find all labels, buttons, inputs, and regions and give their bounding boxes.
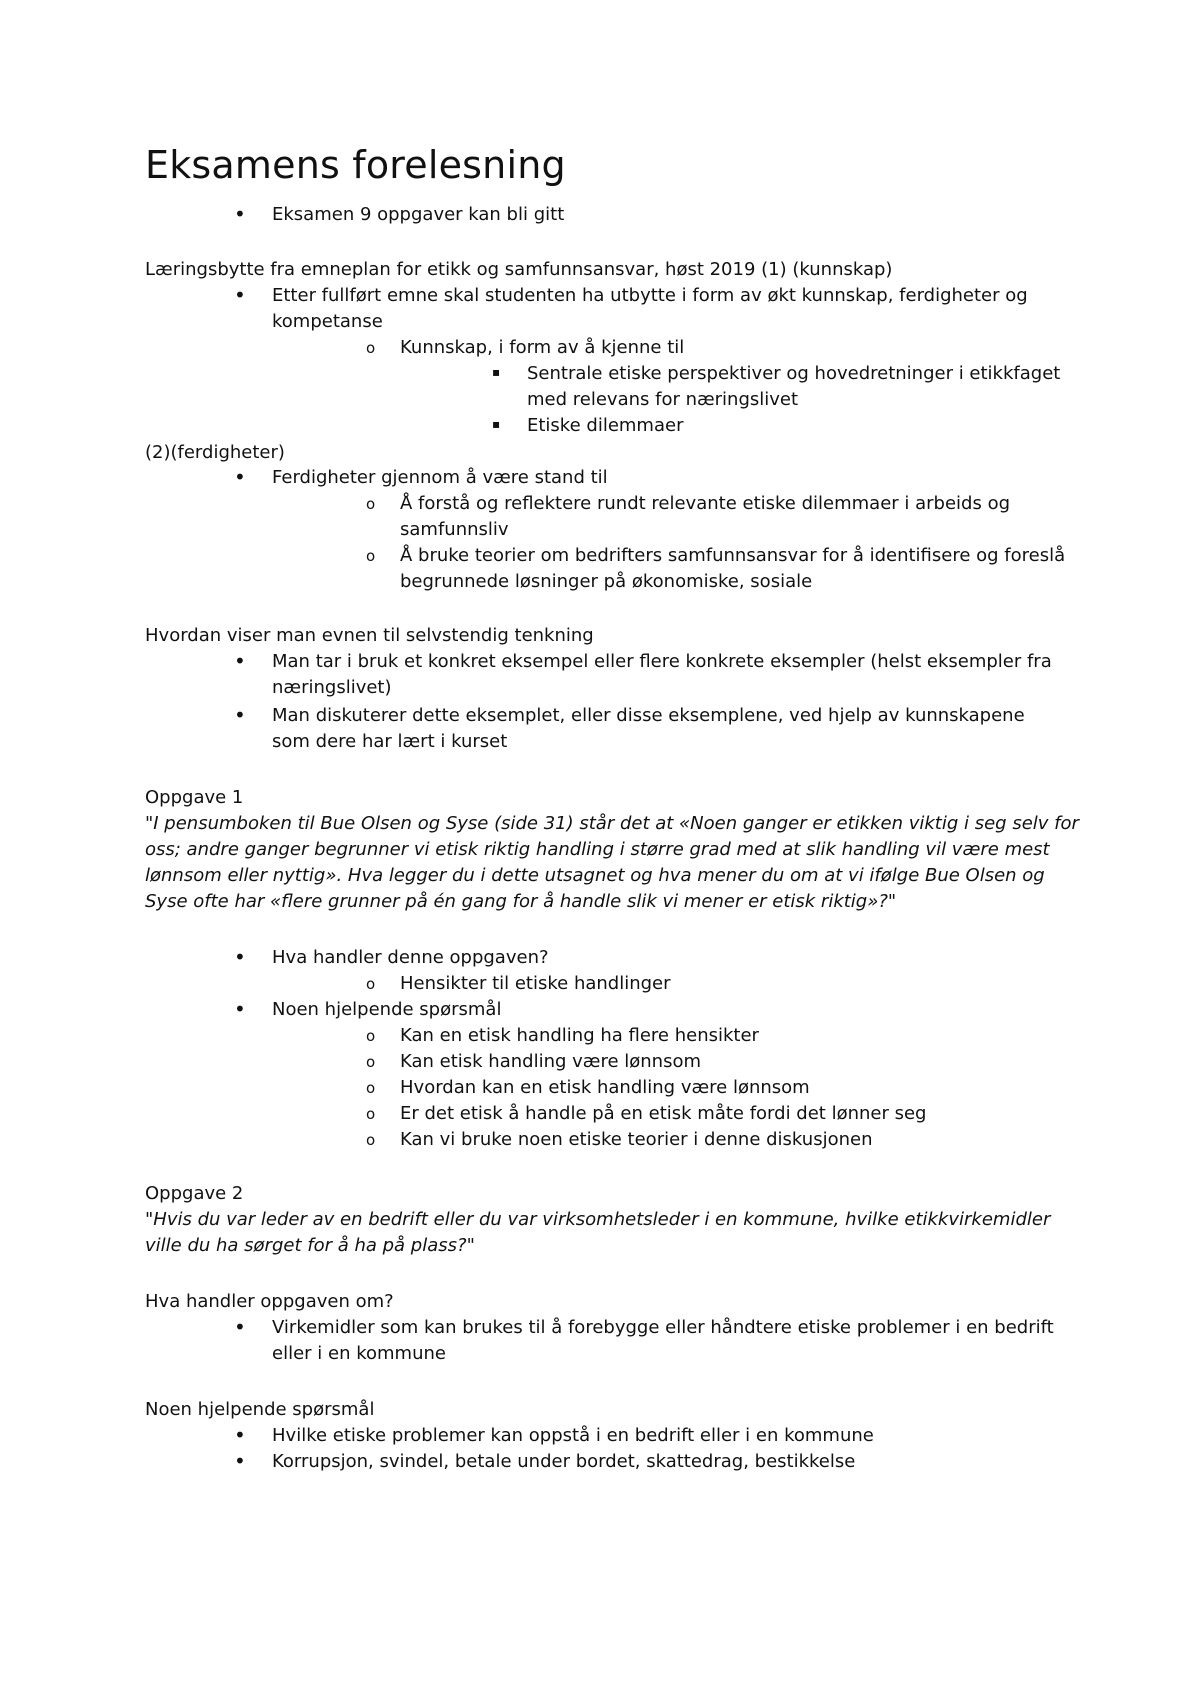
laeringsbytte-subsub1-line2: med relevans for næringslivet xyxy=(527,389,799,410)
bullet-marker: • xyxy=(234,997,246,1021)
bullet-marker: • xyxy=(234,1449,246,1473)
subsub-bullet-marker: ▪ xyxy=(492,417,501,431)
sub-bullet-marker: o xyxy=(366,1053,376,1071)
laeringsbytte-subsub2: Etiske dilemmaer xyxy=(527,415,684,436)
document-title: Eksamens forelesning xyxy=(145,143,566,187)
oppgave2-help-bullet1: Hvilke etiske problemer kan oppstå i en bedrift eller i en kommune xyxy=(272,1425,874,1446)
laeringsbytte-bullet-line1: Etter fullført emne skal studenten ha utbytte i form av økt kunnskap, ferdigheter og xyxy=(272,285,1028,306)
oppgave2-help-bullet2: Korrupsjon, svindel, betale under bordet, skattedrag, bestikkelse xyxy=(272,1451,856,1472)
bullet-marker: • xyxy=(234,703,246,727)
sub-bullet-marker: o xyxy=(366,1079,376,1097)
laeringsbytte-heading: Læringsbytte fra emneplan for etikk og samfunnsansvar, høst 2019 (1) (kunnskap) xyxy=(145,259,893,280)
list-item: Kan en etisk handling ha flere hensikter xyxy=(400,1025,759,1046)
ferdigheter-sub1-line2: samfunnsliv xyxy=(400,519,509,540)
oppgave1-heading: Oppgave 1 xyxy=(145,787,244,808)
ferdigheter-bullet: Ferdigheter gjennom å være stand til xyxy=(272,467,608,488)
selvstendig-b1-line2: næringslivet) xyxy=(272,677,392,698)
oppgave1-quote-line1: "I pensumboken til Bue Olsen og Syse (side 31) står det at «Noen ganger er etikken viktig i seg selv for xyxy=(145,813,1079,834)
bullet-marker: • xyxy=(234,202,246,226)
oppgave2-help-heading: Noen hjelpende spørsmål xyxy=(145,1399,375,1420)
sub-bullet-marker: o xyxy=(366,547,376,565)
ferdigheter-heading: (2)(ferdigheter) xyxy=(145,442,285,463)
oppgave1-bullet1: Hva handler denne oppgaven? xyxy=(272,947,549,968)
bullet-marker: • xyxy=(234,283,246,307)
list-item: Kan vi bruke noen etiske teorier i denne diskusjonen xyxy=(400,1129,873,1150)
list-item: Kan etisk handling være lønnsom xyxy=(400,1051,702,1072)
intro-bullet-text: Eksamen 9 oppgaver kan bli gitt xyxy=(272,204,565,225)
bullet-marker: • xyxy=(234,1423,246,1447)
selvstendig-heading: Hvordan viser man evnen til selvstendig tenkning xyxy=(145,625,594,646)
oppgave1-quote-line4: Syse ofte har «flere grunner på én gang for å handle slik vi mener er etisk riktig»?" xyxy=(145,891,897,912)
bullet-marker: • xyxy=(234,465,246,489)
laeringsbytte-sub: Kunnskap, i form av å kjenne til xyxy=(400,337,685,358)
ferdigheter-sub2-line1: Å bruke teorier om bedrifters samfunnsansvar for å identifisere og foreslå xyxy=(400,545,1066,566)
oppgave1-bullet1-sub: Hensikter til etiske handlinger xyxy=(400,973,671,994)
sub-bullet-marker: o xyxy=(366,1131,376,1149)
selvstendig-b2-line2: som dere har lært i kurset xyxy=(272,731,508,752)
oppgave1-bullet2: Noen hjelpende spørsmål xyxy=(272,999,502,1020)
ferdigheter-sub1-line1: Å forstå og reflektere rundt relevante etiske dilemmaer i arbeids og xyxy=(400,493,1011,514)
oppgave2-q-bullet-line1: Virkemidler som kan brukes til å forebygge eller håndtere etiske problemer i en bedrift xyxy=(272,1317,1054,1338)
oppgave2-quote-line2: ville du ha sørget for å ha på plass?" xyxy=(145,1235,475,1256)
list-item: Hvordan kan en etisk handling være lønnsom xyxy=(400,1077,810,1098)
sub-bullet-marker: o xyxy=(366,495,376,513)
list-item: Er det etisk å handle på en etisk måte fordi det lønner seg xyxy=(400,1103,927,1124)
bullet-marker: • xyxy=(234,1315,246,1339)
bullet-marker: • xyxy=(234,945,246,969)
sub-bullet-marker: o xyxy=(366,1027,376,1045)
ferdigheter-sub2-line2: begrunnede løsninger på økonomiske, sosiale xyxy=(400,571,813,592)
oppgave2-heading: Oppgave 2 xyxy=(145,1183,244,1204)
selvstendig-b1-line1: Man tar i bruk et konkret eksempel eller flere konkrete eksempler (helst eksempler fra xyxy=(272,651,1052,672)
oppgave2-q-bullet-line2: eller i en kommune xyxy=(272,1343,446,1364)
subsub-bullet-marker: ▪ xyxy=(492,365,501,379)
oppgave2-question-heading: Hva handler oppgaven om? xyxy=(145,1291,394,1312)
sub-bullet-marker: o xyxy=(366,975,376,993)
laeringsbytte-subsub1-line1: Sentrale etiske perspektiver og hovedretninger i etikkfaget xyxy=(527,363,1061,384)
oppgave1-quote-line3: lønnsom eller nyttig». Hva legger du i dette utsagnet og hva mener du om at vi ifølge Bue Olsen og xyxy=(145,865,1045,886)
oppgave2-quote-line1: "Hvis du var leder av en bedrift eller du var virksomhetsleder i en kommune, hvilke etikkvirkemidler xyxy=(145,1209,1051,1230)
selvstendig-b2-line1: Man diskuterer dette eksemplet, eller disse eksemplene, ved hjelp av kunnskapene xyxy=(272,705,1025,726)
bullet-marker: • xyxy=(234,649,246,673)
sub-bullet-marker: o xyxy=(366,339,376,357)
oppgave1-quote-line2: oss; andre ganger begrunner vi etisk riktig handling i større grad med at slik handling vil være mest xyxy=(145,839,1050,860)
sub-bullet-marker: o xyxy=(366,1105,376,1123)
laeringsbytte-bullet-line2: kompetanse xyxy=(272,311,383,332)
